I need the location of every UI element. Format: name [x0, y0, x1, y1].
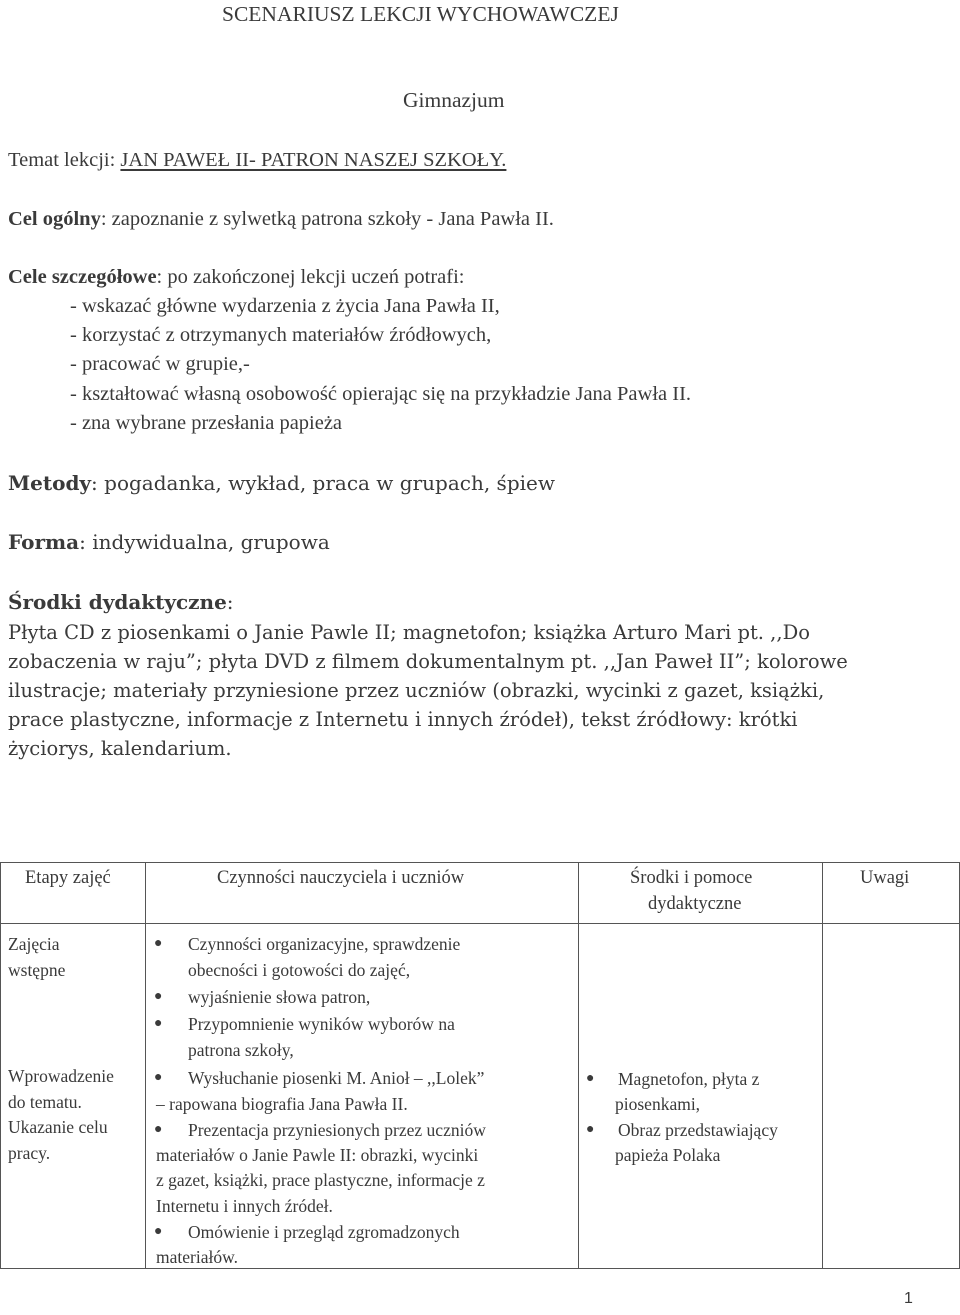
didactic-text-line: zobaczenia w raju”; płyta DVD z filmem dokumentalnym pt. ,,Jan Paweł II”; kolorowe — [8, 650, 848, 673]
didactic-text-line: prace plastyczne, informacje z Internetu i innych źródeł), tekst źródłowy: krótki — [8, 708, 798, 731]
activity-text: Omówienie i przegląd zgromadzonych — [188, 1222, 460, 1242]
topic-value: JAN PAWEŁ II- PATRON NASZEJ SZKOŁY. — [120, 149, 507, 171]
bullet-icon: ● — [154, 1122, 163, 1137]
table-border — [0, 862, 1, 1269]
document-title: SCENARIUSZ LEKCJI WYCHOWAWCZEJ — [222, 2, 619, 26]
header-resources-2: dydaktyczne — [648, 894, 742, 914]
general-goal-line — [8, 205, 554, 234]
form-value: : indywidualna, grupowa — [79, 530, 330, 554]
specific-goals-intro: : po zakończonej lekcji uczeń potrafi: — [156, 266, 465, 288]
form-line — [8, 528, 330, 557]
activity-text: Przypomnienie wyników wyborów na — [188, 1014, 455, 1034]
didactic-heading — [8, 588, 234, 617]
form-label: Forma — [8, 530, 80, 554]
activity-text: materiałów o Janie Pawle II: obrazki, wycinki — [156, 1145, 479, 1165]
specific-goals-line — [8, 263, 464, 292]
table-border — [0, 923, 960, 924]
header-activities: Czynności nauczyciela i uczniów — [217, 868, 465, 888]
stage-label: Ukazanie celu — [8, 1117, 108, 1137]
specific-goal-item: - zna wybrane przesłania papieża — [70, 412, 343, 434]
bullet-icon: ● — [586, 1071, 595, 1086]
stage-label: do tematu. — [8, 1092, 82, 1112]
general-goal-label: Cel ogólny — [8, 208, 101, 230]
resource-text: papieża Polaka — [615, 1145, 721, 1165]
resource-text: Obraz przedstawiający — [618, 1120, 778, 1140]
specific-goal-item: - kształtować własną osobowość opierając się na przykładzie Jana Pawła II. — [70, 383, 692, 405]
activity-text: z gazet, książki, prace plastyczne, informacje z — [156, 1170, 485, 1190]
didactic-colon: : — [226, 590, 234, 614]
stage-label: wstępne — [8, 960, 66, 980]
table-border — [145, 862, 146, 1269]
table-border — [0, 862, 960, 863]
general-goal-value: : zapoznanie z sylwetką patrona szkoły - Jana Pawła II. — [100, 208, 554, 230]
bullet-icon: ● — [154, 1016, 163, 1031]
header-resources: Środki i pomoce — [630, 868, 753, 888]
specific-goal-item: - wskazać główne wydarzenia z życia Jana Pawła II, — [70, 295, 500, 317]
bullet-icon: ● — [586, 1122, 595, 1137]
resource-text: Magnetofon, płyta z — [618, 1069, 760, 1089]
activity-text: wyjaśnienie słowa patron, — [188, 987, 371, 1007]
didactic-text-line: ilustracje; materiały przyniesione przez uczniów (obrazki, wycinki z gazet, książki, — [8, 679, 825, 702]
specific-goal-item: - pracować w grupie,- — [70, 353, 250, 375]
activity-text: Wysłuchanie piosenki M. Anioł – ,,Lolek” — [188, 1068, 485, 1088]
bullet-icon: ● — [154, 1070, 163, 1085]
specific-goals-label: Cele szczegółowe — [8, 266, 157, 288]
topic-line — [8, 146, 506, 175]
topic-label: Temat lekcji: — [8, 149, 116, 171]
bullet-icon: ● — [154, 936, 163, 951]
activity-text: – rapowana biografia Jana Pawła II. — [156, 1094, 408, 1114]
stage-label: Zajęcia — [8, 934, 60, 954]
table-border — [0, 1268, 960, 1269]
stage-label: Wprowadzenie — [8, 1066, 114, 1086]
methods-line — [8, 469, 555, 498]
didactic-text-line: życiorys, kalendarium. — [8, 737, 232, 760]
page-number: 1 — [904, 1290, 913, 1307]
stage-label: pracy. — [8, 1143, 51, 1163]
activity-text: materiałów. — [156, 1247, 238, 1267]
activity-text: patrona szkoły, — [188, 1040, 294, 1060]
table-border — [822, 862, 823, 1269]
activity-text: Internetu i innych źródeł. — [156, 1196, 333, 1216]
activity-text: Czynności organizacyjne, sprawdzenie — [188, 934, 461, 954]
table-border — [578, 862, 579, 1269]
activity-text: obecności i gotowości do zajęć, — [188, 960, 411, 980]
didactic-text-line: Płyta CD z piosenkami o Janie Pawle II; magnetofon; książka Arturo Mari pt. ,,Do — [8, 621, 810, 644]
methods-label: Metody — [8, 471, 92, 495]
bullet-icon: ● — [154, 989, 163, 1004]
header-notes: Uwagi — [860, 868, 910, 888]
methods-value: : pogadanka, wykład, praca w grupach, śpiew — [91, 471, 555, 495]
activity-text: Prezentacja przyniesionych przez uczniów — [188, 1120, 486, 1140]
didactic-label: Środki dydaktyczne — [8, 590, 227, 614]
school-name: Gimnazjum — [403, 88, 505, 112]
specific-goal-item: - korzystać z otrzymanych materiałów źródłowych, — [70, 324, 492, 346]
resource-text: piosenkami, — [615, 1094, 701, 1114]
header-stages: Etapy zajęć — [25, 868, 111, 888]
bullet-icon: ● — [154, 1224, 163, 1239]
